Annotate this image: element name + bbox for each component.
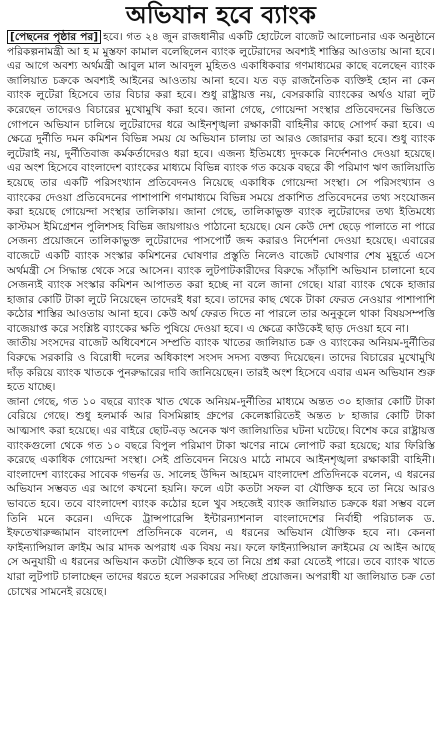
paragraph-text: হবে। গত ২৪ জুন রাজধানীর একটি হোটেলে বাজেট আলোচনার এক অনুষ্ঠানে পরিকল্পনামন্ত্রী আ হ ম মুস্তফা কামাল বলেছিলেন ব্যাংক লুটেরাদের অবশ্যই শাস্তির আওতায় আনা হবে। এর আগে অবশ্য অর্থমন্ত্রী আবুল মাল আবদুল মুহিতও একাধিকবার গণমাধ্যমের কাছে বলেছেন ব্যাংক জালিয়াত চক্রকে অবশ্যই আইনের আওতায় আনা হবে। যত বড় রাজনৈতিক ব্যক্তিই হোন না কেন ব্যাংক লুটেরা হিসেবে তার বিচার করা হবে। শুধু রাষ্ট্রায়ত্ত নয়, বেসরকারি ব্যাংকের অর্থও যারা লুট করেছেন তাদেরও বিচারের মুখোমুখি করা হবে। জানা গেছে, গোয়েন্দা সংস্থার প্রতিবেদনের ভিত্তিতে গোপনে অভিযান চালিয়ে লুটেরাদের ধরে আইনশৃঙ্খলা রক্ষাকারী বাহিনীর কাছে সোপর্দ করা হবে। এ ক্ষেত্রে দুর্নীতি দমন কমিশন বিভিন্ন সময় যে অভিযান চালায় তা আরও জোরদার করা হবে। শুধু ব্যাংক লুটেরাই নয়, দুর্নীতিবাজ কর্মকর্তাদেরও ধরা হবে। এজন্য ইতিমধ্যে দুদককে নির্দেশনাও দেওয়া হয়েছে। এর অংশ হিসেবে বাংলাদেশ ব্যাংকের মাধ্যমে বিভিন্ন ব্যাংক গত কয়েক বছরে কী পরিমাণ ঋণ জালিয়াতি হয়েছে তার একটি পরিসংখ্যান প্রতিবেদনও নিয়েছে একাধিক গোয়েন্দা সংস্থা। সে পরিসংখ্যান ও ব্যাংকের দেওয়া প্রতিবেদনের পাশাপাশি গণমাধ্যমে বিভিন্ন সময়ে প্রকাশিত প্রতিবেদনের তথ্য সংযোজন করা হয়েছে গোয়েন্দা সংস্থার তালিকায়। জানা গেছে, তালিকাভুক্ত ব্যাংক লুটেরাদের তথ্য ইতিমধ্যে কাস্টমস ইমিগ্রেশন পুলিশসহ বিভিন্ন জায়গায়ও পাঠানো হয়েছে। যেন কেউ দেশ ছেড়ে পালাতে না পারে সেজন্য প্রয়োজনে তালিকাভুক্ত লুটেরাদের পাসপোর্ট জব্দ করারও নির্দেশনা দেওয়া হয়েছে। এবারের বাজেটে একটি ব্যাংক সংস্কার কমিশনের ঘোষণার প্রস্তুতি নিলেও বাজেট ঘোষণার শেষ মুহূর্তে এসে অর্থমন্ত্রী সে সিদ্ধান্ত থেকে সরে আসেন। ব্যাংক লুটপাটকারীদের বিরুদ্ধে সাঁড়াশি অভিযান চালানো হবে সেজন্যই ব্যাংক সংস্কার কমিশন আপাতত করা হচ্ছে না বলে জানা গেছে। যারা ব্যাংক থেকে হাজার হাজার কোটি টাকা লুটে নিয়েছেন তাদেরই ধরা হবে। তাদের কাছ থেকে টাকা ফেরত নেওয়ার পাশাপাশি কঠোর শাস্তির আওতায় আনা হবে। কেউ অর্থ ফেরত দিতে না পারলে তার অনুকূলে থাকা বিষয়সম্পত্তি বাজেয়াপ্ত করে সংশ্লিষ্ট ব্যাংকের ক্ষতি পুষিয়ে দেওয়া হবে। এ ক্ষেত্রে কাউকেই ছাড় দেওয়া হবে না।: [7, 31, 435, 335]
paragraph-text: জানা গেছে, গত ১০ বছরে ব্যাংক খাত থেকে অনিয়ম-দুর্নীতির মাধ্যমে অন্তত ৩০ হাজার কোটি টাকা বেরিয়ে গেছে। শুধু হলমার্ক আর বিসমিল্লাহ গ্রুপের কেলেঙ্কারিতেই অন্তত ৮ হাজার কোটি টাকা আত্মসাৎ করা হয়েছে। এর বাইরে ছোট-বড় অনেক ঋণ জালিয়াতির ঘটনা ঘটেছে। বিশেষ করে রাষ্ট্রায়ত্ত ব্যাংকগুলো থেকে গত ১০ বছরে বিপুল পরিমাণ টাকা ঋণের নামে লোপাট করা হয়েছে; যার ফিরিস্তি করেছে একাধিক গোয়েন্দা সংস্থা। সেই প্রতিবেদন নিয়েও মাঠে নামবে আইনশৃঙ্খলা রক্ষাকারী বাহিনী। বাংলাদেশ ব্যাংকের সাবেক গভর্নর ড. সালেহ উদ্দিন আহমেদ বাংলাদেশ প্রতিদিনকে বলেন, এ ধরনের অভিযান সম্ভবত এর আগে কখনো হয়নি। ফলে এটা কতটা সফল বা যৌক্তিক হবে তা নিয়ে আরও ভাবতে হবে। তবে বাংলাদেশ ব্যাংক কঠোর হলে খুব সহজেই ব্যাংক জালিয়াত চক্রকে ধরা সম্ভব বলে তিনি মনে করেন। এদিকে ট্রান্সপারেন্সি ইন্টারন্যাশনাল বাংলাদেশের নির্বাহী পরিচালক ড. ইফতেখারুজ্জামান বাংলাদেশ প্রতিদিনকে বলেন, এ ধরনের অভিযান যৌক্তিক হবে না। কেননা ফাইন্যান্সিয়াল ক্রাইম আর মাদক অপরাধ এক বিষয় নয়। ফলে ফাইন্যান্সিয়াল ক্রাইমের যে আইন আছে সে অনুযায়ী এ ধরনের অভিযান কতটা যৌক্তিক হবে তা নিয়ে প্রশ্ন করা যেতেই পারে। তবে ব্যাংক খাতে যারা লুটপাট চালাচ্ছেন তাদের ধরতে হলে সরকারের সদিচ্ছা প্রয়োজন। অপরাধী যা জালিয়াত চক্র তো চোখের সামনেই রয়েছে।: [7, 395, 435, 598]
continuation-tag: [পেছনের পৃষ্ঠার পর]: [7, 30, 101, 44]
article-body: [7, 30, 435, 599]
article-paragraph: [7, 336, 435, 394]
headline: অভিযান হবে ব্যাংক: [125, 1, 317, 29]
paragraph-text: জাতীয় সংসদের বাজেট অধিবেশনে সম্প্রতি ব্যাংক খাতের জালিয়াত চক্র ও ব্যাংকের অনিয়ম-দুর্নীতির বিরুদ্ধে সরকারি ও বিরোধী দলের অধিকাংশ সংসদ সদস্য বক্তব্য দিয়েছেন। তাদের বিচারের মুখোমুখি দাঁড় করিয়ে ব্যাংক খাতকে পুনরুদ্ধারের দাবি জানিয়েছেন। তারই অংশ হিসেবে এবার এমন অভিযান শুরু হতে যাচ্ছে।: [7, 337, 435, 394]
article-paragraph: [7, 395, 435, 599]
article-paragraph: [7, 30, 435, 336]
